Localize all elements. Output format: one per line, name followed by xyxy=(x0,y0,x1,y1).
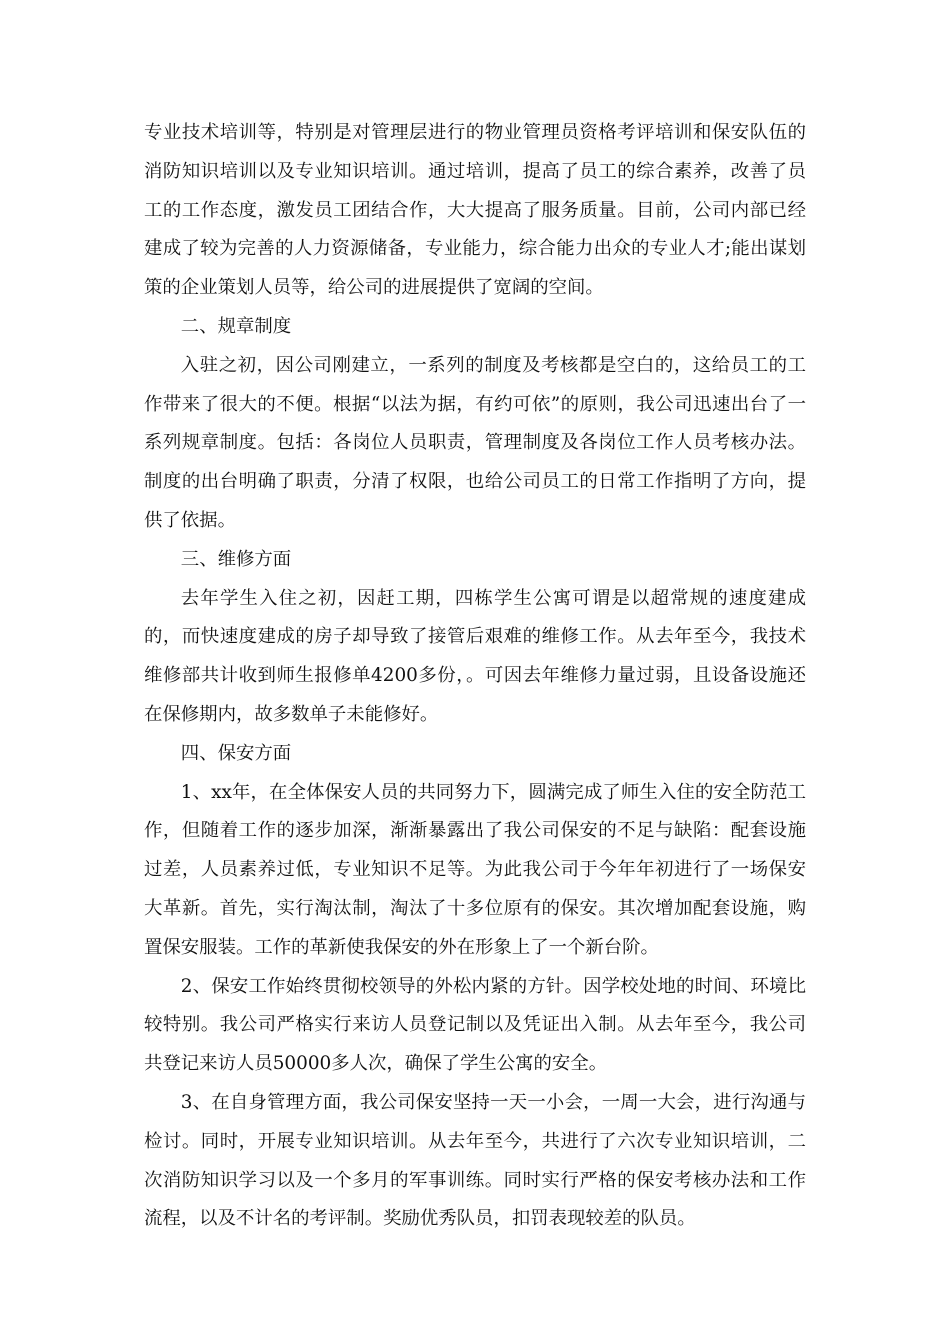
paragraph-training: 专业技术培训等，特别是对管理层进行的物业管理员资格考评培训和保安队伍的消防知识培训以及专业知识培训。通过培训，提高了员工的综合素养，改善了员工的工作态度，激发员工团结合作，大大提高了服务质量。目前，公司内部已经建成了较为完善的人力资源储备，专业能力，综合能力出众的专业人才;能出谋划策的企业策划人员等，给公司的进展提供了宽阔的空间。 xyxy=(144,122,806,299)
paragraph-security-2: 2、保安工作始终贯彻校领导的外松内紧的方针。因学校处地的时间、环境比较特别。我公司严格实行来访人员登记制以及凭证出入制。从去年至今，我公司共登记来访人员50000多人次，确保了学生公寓的安全。 xyxy=(144,975,806,1075)
heading-rules: 二、规章制度 xyxy=(180,315,292,337)
paragraph-security-1: 1、xx年，在全体保安人员的共同努力下，圆满完成了师生入住的安全防范工作，但随着工作的逐步加深，渐渐暴露出了我公司保安的不足与缺陷：配套设施过差，人员素养过低，专业知识不足等。为此我公司于今年年初进行了一场保安大革新。首先，实行淘汰制，淘汰了十多位原有的保安。其次增加配套设施，购置保安服装。工作的革新使我保安的外在形象上了一个新台阶。 xyxy=(144,781,806,958)
paragraph-maintenance: 去年学生入住之初，因赶工期，四栋学生公寓可谓是以超常规的速度建成的，而快速度建成的房子却导致了接管后艰难的维修工作。从去年至今，我技术维修部共计收到师生报修单4200多份，。可因去年维修力量过弱，且设备设施还在保修期内，故多数单子未能修好。 xyxy=(144,587,806,725)
paragraph-rules: 入驻之初，因公司刚建立，一系列的制度及考核都是空白的，这给员工的工作带来了很大的不便。根据“以法为据，有约可依”的原则，我公司迅速出台了一系列规章制度。包括：各岗位人员职责，管理制度及各岗位工作人员考核办法。制度的出台明确了职责，分清了权限，也给公司员工的日常工作指明了方向，提供了依据。 xyxy=(144,354,806,531)
document-body xyxy=(144,114,806,1239)
heading-security: 四、保安方面 xyxy=(180,742,292,764)
paragraph-security-3: 3、在自身管理方面，我公司保安坚持一天一小会，一周一大会，进行沟通与检讨。同时，开展专业知识培训。从去年至今，共进行了六次专业知识培训，二次消防知识学习以及一个多月的军事训练。同时实行严格的保安考核办法和工作流程，以及不计名的考评制。奖励优秀队员，扣罚表现较差的队员。 xyxy=(144,1091,806,1230)
heading-maintenance: 三、维修方面 xyxy=(180,548,292,570)
